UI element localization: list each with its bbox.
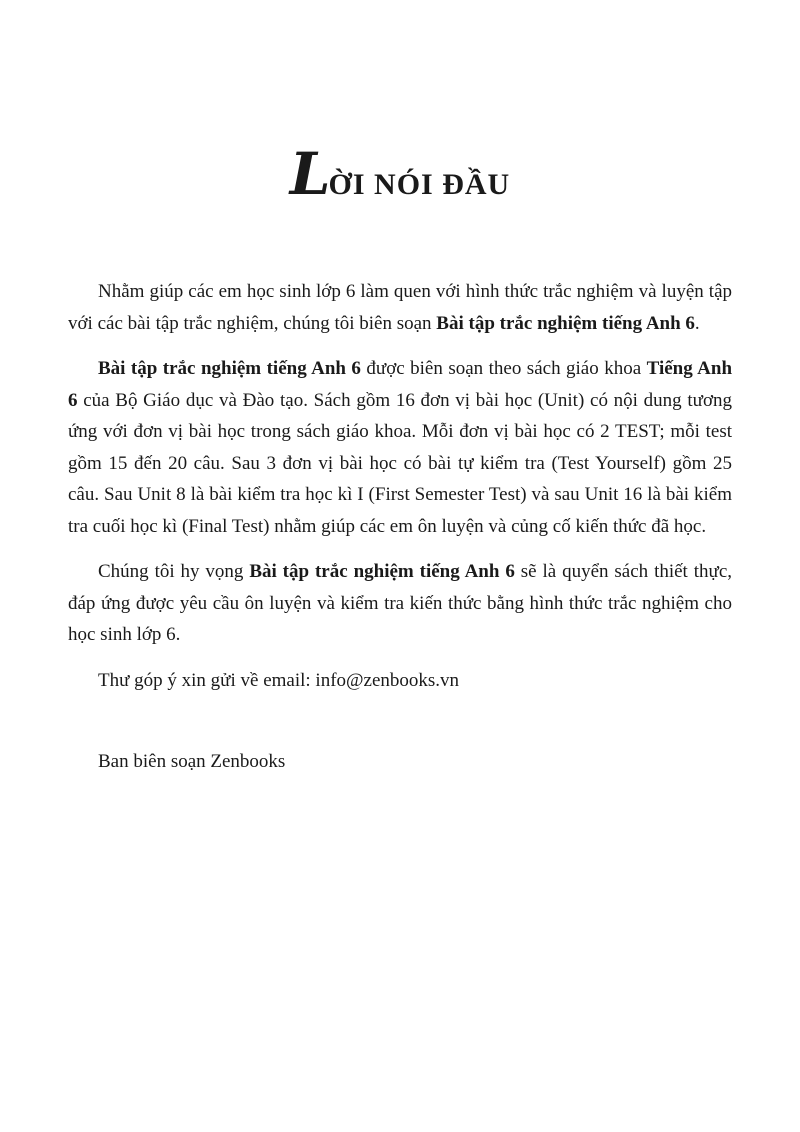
title-text: ỜI NÓI ĐẦU — [328, 168, 511, 201]
book-title-emphasis: Bài tập trắc nghiệm tiếng Anh 6 — [249, 561, 515, 582]
preface-body — [68, 276, 732, 792]
paragraph-intro — [68, 276, 732, 339]
paragraph-contact: Thư góp ý xin gửi về email: info@zenbooks.vn — [98, 669, 460, 691]
signature: Ban biên soạn Zenbooks — [98, 751, 286, 772]
paragraph-hope — [68, 556, 732, 651]
paragraph-text: . — [694, 312, 700, 334]
book-title-emphasis: Bài tập trắc nghiệm tiếng Anh 6 — [98, 358, 361, 379]
paragraph-text: Nhằm giúp các em học sinh lớp 6 làm quen với hình thức trắc nghiệm và luyện tập với các bài tập trắc nghiệm, chúng tôi biên soạn — [68, 281, 732, 334]
paragraph-text: của Bộ Giáo dục và Đào tạo. Sách gồm 16 đơn vị bài học (Unit) có nội dung tương ứng với đơn vị bài học trong sách giáo khoa. Mỗi đơn vị bài học có 2 TEST; mỗi test gồm 15 đến 20 câu. Sau 3 đơn vị bài học có bài tự kiểm tra (Test Yourself) gồm 25 câu. Sau Unit 8 là bài kiểm tra học kì I (First Semester Test) và sau Unit 16 là bài kiểm tra cuối học kì (Final Test) nhằm giúp các em ôn luyện và củng cố kiến thức đã học. — [68, 389, 732, 537]
textbook-title-emphasis: Tiếng Anh 6 — [68, 358, 733, 411]
paragraph-text: Chúng tôi hy vọng — [98, 561, 250, 582]
page-title — [0, 140, 800, 208]
book-title-emphasis: Bài tập trắc nghiệm tiếng Anh 6 — [436, 312, 695, 334]
paragraph-text: được biên soạn theo sách giáo khoa — [360, 358, 647, 379]
paragraph-text: sẽ là quyển sách thiết thực, đáp ứng được yêu cầu ôn luyện và kiểm tra kiến thức bằng hình thức trắc nghiệm cho học sinh lớp 6. — [68, 561, 732, 645]
paragraph-description — [68, 353, 732, 542]
title-decorative-initial: L — [289, 140, 329, 208]
